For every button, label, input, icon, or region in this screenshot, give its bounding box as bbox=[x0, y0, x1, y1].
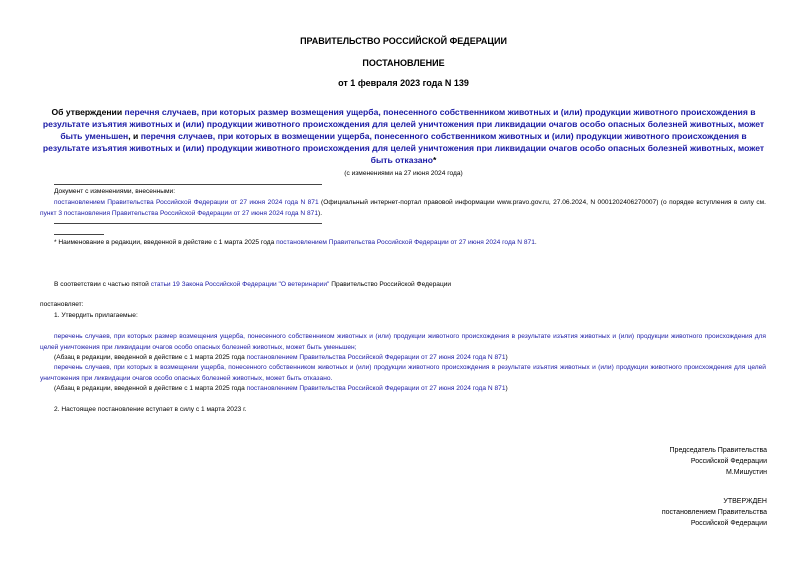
resolves: постановляет: bbox=[40, 301, 84, 308]
changes-text bbox=[40, 197, 766, 219]
amendment-text: (Абзац в редакции, введенной в действие с 1 марта 2025 года bbox=[54, 385, 247, 392]
title-link-refused-list[interactable]: перечня случаев, при которых в возмещении ущерба, понесенного собственником животных и (или) продукции животного происхождения в результате изъятия животных и (или) продукции животного происхождения для целей уничтожения при ликвидации очагов особо опасных болезней животных, может быть отказано bbox=[42, 131, 765, 165]
list-item-refused[interactable]: перечень случаев, при которых в возмещении ущерба, понесенного собственником животных и (или) продукции животного происхождения в результате изъятия животных и (или) продукции животного происхождения для целей уничтожения при ликвидации очагов особо опасных болезней животных, может быть отказано. bbox=[40, 364, 766, 382]
law-link[interactable]: статьи 19 Закона Российской Федерации "О ветеринарии" bbox=[150, 281, 330, 288]
list-item-reduced[interactable]: перечень случаев, при которых размер возмещения ущерба, понесенного собственником животных и (или) продукции животного происхождения в результате изъятия животных и (или) продукции животного происхождения для целей уничтожения при ликвидации очагов особо опасных болезней животных, может быть уменьшен; bbox=[40, 333, 766, 351]
approved-label: УТВЕРЖДЕН bbox=[723, 498, 767, 505]
approved-by: постановлением Правительства bbox=[661, 509, 767, 516]
amendment-end: ) bbox=[505, 354, 508, 361]
divider bbox=[54, 184, 322, 185]
document-title bbox=[40, 106, 767, 166]
approved-country: Российской Федерации bbox=[690, 520, 767, 527]
title-suffix: * bbox=[432, 155, 437, 165]
signature-position: Председатель Правительства bbox=[669, 447, 767, 454]
divider bbox=[54, 223, 322, 224]
approved-block bbox=[467, 496, 767, 529]
changes-end: ). bbox=[318, 210, 323, 217]
footnote-divider bbox=[54, 234, 104, 235]
preamble-text: В соответствии с частью пятой bbox=[54, 281, 151, 288]
footnote-text: * Наименование в редакции, введенной в действие с 1 марта 2025 года bbox=[54, 239, 277, 246]
amendment-note-2 bbox=[54, 383, 766, 394]
title-middle: , и bbox=[128, 131, 141, 141]
changes-heading: Документ с изменениями, внесенными: bbox=[54, 188, 176, 195]
footnote-end: . bbox=[534, 239, 537, 246]
preamble bbox=[54, 279, 766, 290]
signature-block bbox=[467, 445, 767, 478]
footnote-link-871[interactable]: постановлением Правительства Российской Федерации от 27 июня 2024 года N 871 bbox=[276, 239, 535, 246]
date-number: от 1 февраля 2023 года N 139 bbox=[338, 78, 469, 88]
title-link-reduced-list[interactable]: перечня случаев, при которых размер возмещения ущерба, понесенного собственником животных и (или) продукции животного происхождения в результате изъятия животных и (или) продукции животного происхождения для целей уничтожения при ликвидации очагов особо опасных болезней животных, может быть уменьшен bbox=[42, 107, 765, 141]
footnote bbox=[54, 237, 766, 248]
preamble-text-end: Правительство Российской Федерации bbox=[329, 281, 452, 288]
item-2: 2. Настоящее постановление вступает в силу с 1 марта 2023 г. bbox=[54, 406, 247, 413]
signature-country: Российской Федерации bbox=[690, 458, 767, 465]
doc-type-heading: ПОСТАНОВЛЕНИЕ bbox=[362, 58, 445, 68]
amendment-end: ) bbox=[505, 385, 508, 392]
signature-name: М.Мишустин bbox=[725, 469, 767, 476]
amendment-link-871[interactable]: постановлением Правительства Российской Федерации от 27 июня 2024 года N 871 bbox=[246, 385, 506, 392]
changes-source: (Официальный интернет-портал правовой информации www.pravo.gov.ru, 27.06.2024, N 0001202406270007) (о порядке вступления в силу см. bbox=[318, 199, 766, 206]
changes-link-871[interactable]: постановлением Правительства Российской Федерации от 27 июня 2024 года N 871 bbox=[54, 199, 319, 206]
government-heading: ПРАВИТЕЛЬСТВО РОССИЙСКОЙ ФЕДЕРАЦИИ bbox=[300, 36, 507, 46]
amendment-link-871[interactable]: постановлением Правительства Российской Федерации от 27 июня 2024 года N 871 bbox=[246, 354, 506, 361]
changes-link-point3[interactable]: пункт 3 постановления Правительства Российской Федерации от 27 июня 2024 года N 871 bbox=[40, 210, 319, 217]
amendment-text: (Абзац в редакции, введенной в действие с 1 марта 2025 года bbox=[54, 354, 247, 361]
item-1: 1. Утвердить прилагаемые: bbox=[54, 312, 138, 319]
edition-note: (с изменениями на 27 июня 2024 года) bbox=[344, 170, 463, 177]
title-prefix: Об утверждении bbox=[51, 107, 125, 117]
